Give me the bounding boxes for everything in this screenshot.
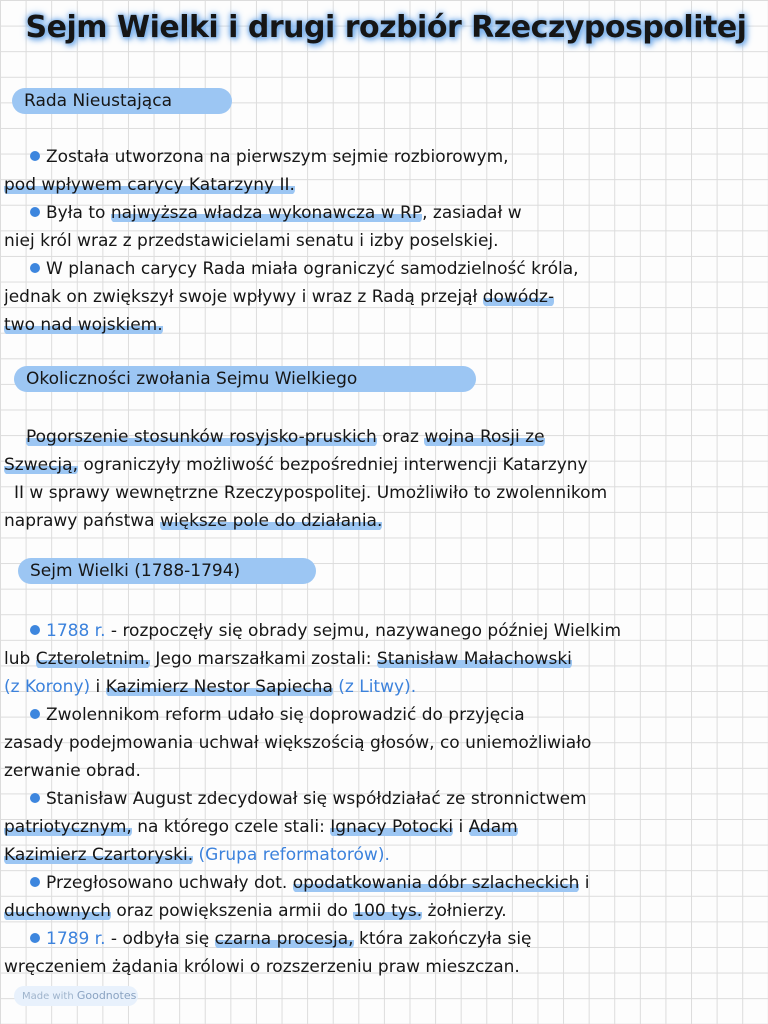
- highlight: Pogorszenie stosunków rosyjsko-pruskich: [26, 427, 377, 447]
- highlight: Czteroletnim.: [35, 649, 150, 669]
- highlight: najwyższa władza wykonawcza w RP: [110, 203, 423, 223]
- bullet-icon: [30, 151, 40, 161]
- text-line: zerwanie obrad.: [4, 761, 141, 781]
- highlight: pod wpływem carycy Katarzyny II.: [4, 175, 295, 195]
- text-line: Przegłosowano uchwały dot. opodatkowania dóbr szlacheckich i: [4, 870, 768, 896]
- text-line: [4, 312, 764, 338]
- bullet-icon: [30, 207, 40, 217]
- highlight: Adam: [468, 817, 518, 837]
- highlight: dowódz-: [482, 287, 555, 307]
- section-heading-okolicznosci: Okoliczności zwołania Sejmu Wielkiego: [14, 366, 476, 392]
- text-line: II w sprawy wewnętrzne Rzeczypospolitej. Umożliwiło to zwolennikom: [14, 483, 608, 503]
- section-heading-rada: Rada Nieustająca: [12, 88, 232, 114]
- text-line: Była to najwyższa władza wykonawcza w RP, zasiadał w: [4, 200, 768, 226]
- highlight: Szwecją,: [4, 455, 78, 475]
- text-line: wręczeniem żądania królowi o rozszerzeniu praw mieszczan.: [4, 957, 520, 977]
- highlight: 100 tys.: [353, 901, 423, 921]
- text-line: zasady podejmowania uchwał większością głosów, co uniemożliwiało: [4, 733, 592, 753]
- text-line: [4, 172, 764, 198]
- text-line: 1788 r. - rozpoczęły się obrady sejmu, nazywanego później Wielkim: [4, 618, 768, 644]
- highlight: patriotycznym,: [4, 817, 132, 837]
- section-heading-sejm: Sejm Wielki (1788-1794): [18, 558, 316, 584]
- highlight: Kazimierz Nestor Sapiecha: [105, 677, 333, 697]
- text-line: 1789 r. - odbyła się czarna procesja, która zakończyła się: [4, 926, 768, 952]
- text-line: Została utworzona na pierwszym sejmie rozbiorowym,: [4, 144, 768, 170]
- bullet-icon: [30, 793, 40, 803]
- bullet-icon: [30, 933, 40, 943]
- highlight: two nad wojskiem.: [4, 315, 163, 335]
- text-line: Zwolennikom reform udało się doprowadzić do przyjęcia: [4, 702, 768, 728]
- text-line: Szwecją, ograniczyły możliwość bezpośredniej interwencji Katarzyny: [4, 455, 588, 475]
- highlight: czarna procesja,: [214, 929, 354, 949]
- page-title: Sejm Wielki i drugi rozbiór Rzeczypospolitej: [25, 10, 747, 45]
- date-label: 1788 r.: [46, 621, 106, 641]
- text-line: [4, 842, 764, 868]
- text-line: naprawy państwa większe pole do działania.: [4, 511, 383, 531]
- blue-note: (z Litwy).: [332, 677, 417, 697]
- text-line: patriotycznym, na którego czele stali: Ignacy Potocki i Adam: [4, 817, 518, 837]
- highlight: wojna Rosji ze: [424, 427, 545, 447]
- highlight: opodatkowania dóbr szlacheckich: [292, 873, 580, 893]
- highlight: Kazimierz Czartoryski.: [4, 845, 194, 865]
- text-line: niej król wraz z przedstawicielami senatu i izby poselskiej.: [4, 231, 499, 251]
- blue-note: (z Korony): [4, 677, 91, 697]
- highlight: Stanisław Małachowski: [376, 649, 572, 669]
- highlight: duchownych: [4, 901, 111, 921]
- bullet-icon: [30, 263, 40, 273]
- text-line: W planach carycy Rada miała ograniczyć samodzielność króla,: [4, 256, 768, 282]
- text-line: lub Czteroletnim. Jego marszałkami zostali: Stanisław Małachowski: [4, 649, 572, 669]
- bullet-icon: [30, 709, 40, 719]
- date-label: 1789 r.: [46, 929, 106, 949]
- text-line: jednak on zwiększył swoje wpływy i wraz z Radą przejął dowódz-: [4, 287, 555, 307]
- bullet-icon: [30, 877, 40, 887]
- bullet-icon: [30, 625, 40, 635]
- goodnotes-watermark: Made with Goodnotes: [14, 986, 138, 1006]
- text-line: duchownych oraz powiększenia armii do 100 tys. żołnierzy.: [4, 901, 507, 921]
- blue-note: (Grupa reformatorów).: [193, 845, 390, 865]
- text-line: Pogorszenie stosunków rosyjsko-pruskich oraz wojna Rosji ze: [26, 427, 545, 447]
- highlight: większe pole do działania.: [160, 511, 383, 531]
- highlight: Ignacy Potocki: [330, 817, 454, 837]
- text-line: Stanisław August zdecydował się współdziałać ze stronnictwem: [4, 786, 768, 812]
- text-line: (z Korony) i Kazimierz Nestor Sapiecha (z Litwy).: [4, 677, 417, 697]
